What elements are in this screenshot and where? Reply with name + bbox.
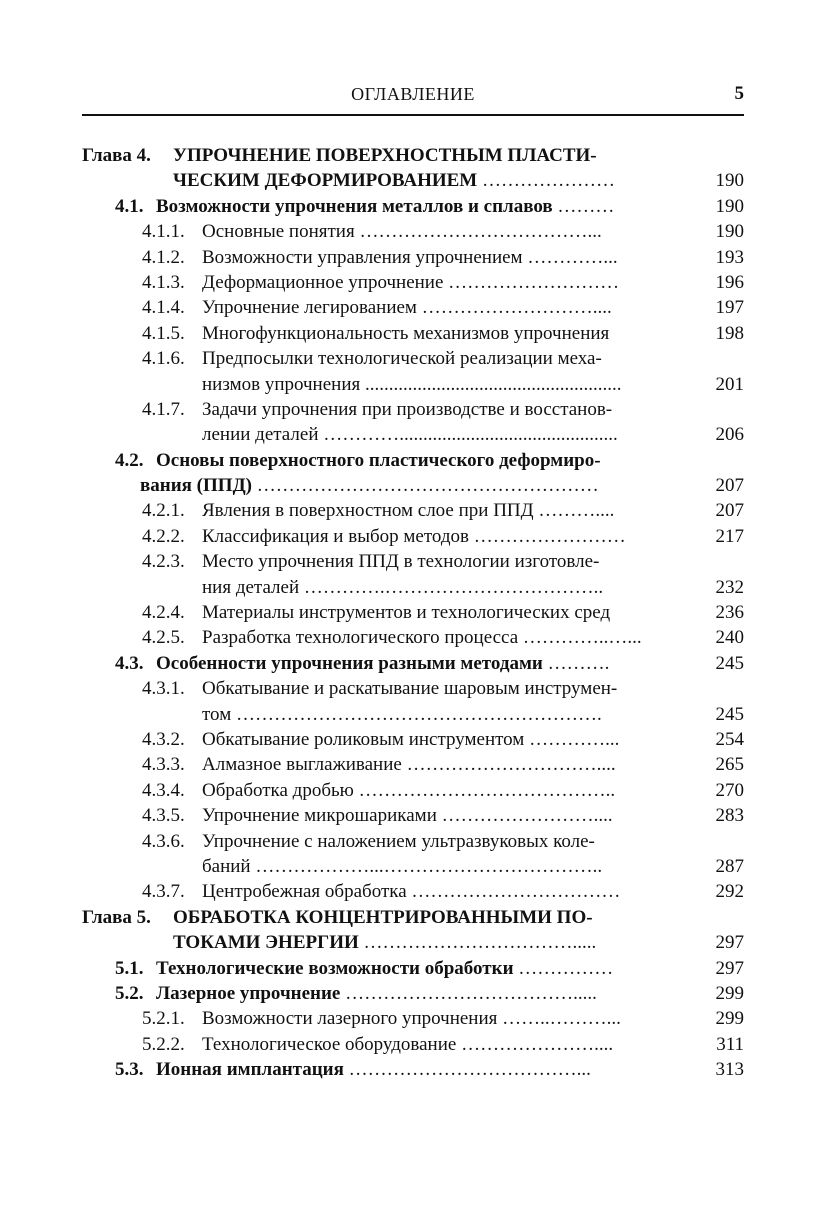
toc-title [202,625,682,650]
toc-page-number: 217 [715,525,744,547]
toc-page-number: 201 [715,373,744,395]
toc-line [82,829,744,854]
toc-line [82,981,744,1006]
toc-title-text: ЧЕСКИМ ДЕФОРМИРОВАНИЕМ [173,170,478,192]
toc-subsection-entry[interactable] [82,803,744,828]
toc-page-number: 270 [715,779,744,801]
toc-leader: ………….…………………………….. [303,576,604,598]
toc-number: 4.1.5. [142,322,185,344]
toc-line [82,397,744,422]
toc-page-number: 245 [715,652,744,674]
toc-line [82,168,744,193]
toc-leader: …………… [518,957,614,979]
toc-line [82,778,744,803]
toc-subsection-entry[interactable] [82,829,744,880]
toc-leader: ………………………………... [348,1059,591,1081]
toc-subsection-entry[interactable] [82,498,744,523]
toc-title-text: Центробежная обработка [202,881,407,903]
toc-title-text: Явления в поверхностном слое при ППД [202,500,534,522]
toc-leader: ………………………………... [359,221,602,243]
toc-leader: ……… [557,195,615,217]
toc-title: Обкатывание и раскатывание шаровым инструмен- [202,678,618,700]
toc-line [82,498,744,523]
toc-title [156,651,682,676]
toc-leader: ……………………………………………… [256,475,599,497]
toc-title-text: вания (ППД) [140,475,252,497]
toc-title-continued [173,930,682,955]
toc-title-text: том [202,703,232,725]
toc-line [82,422,744,447]
toc-section-entry[interactable] [82,956,744,981]
toc-page-number: 193 [715,246,744,268]
toc-leader: ……………………… [448,271,620,293]
toc-title [156,956,682,981]
toc-title [202,498,682,523]
toc-subsection-entry[interactable] [82,397,744,448]
toc-title-text: Упрочнение микрошариками [202,805,437,827]
toc-line [82,1057,744,1082]
running-title: ОГЛАВЛЕНИЕ [351,84,475,104]
toc-title-text: Обработка дробью [202,779,354,801]
toc-leader: ………………...…………………………….. [255,855,603,877]
toc-title [156,981,682,1006]
toc-number: 4.2.5. [142,627,185,649]
toc-number: 4.3.2. [142,728,185,750]
toc-page-number: 283 [715,805,744,827]
toc-leader: ……………………………..... [363,932,597,954]
toc-title [202,270,682,295]
toc-line [82,524,744,549]
toc-number: 4.1.1. [142,221,185,243]
toc-page-number: 245 [715,703,744,725]
toc-leader: ………………………………..... [345,982,597,1004]
toc-title-text: Лазерное упрочнение [156,982,341,1004]
toc-title [156,1057,682,1082]
page-header [82,80,744,116]
toc-page-number: 190 [715,195,744,217]
toc-number: 4.2.3. [142,551,185,573]
toc-line [82,879,744,904]
toc-page-number: 297 [715,932,744,954]
page-number: 5 [734,83,744,104]
toc-line [82,1006,744,1031]
toc-section-entry[interactable] [82,194,744,219]
toc-page-number: 287 [715,855,744,877]
toc-section-entry[interactable] [82,981,744,1006]
toc-line [82,448,744,473]
toc-line [82,321,744,346]
toc-leader: …………..…... [522,627,642,649]
toc-subsection-entry[interactable] [82,346,744,397]
toc-title: Предпосылки технологической реализации меха- [202,348,602,370]
toc-title-text: Материалы инструментов и технологических сред [202,602,611,624]
toc-title: ОБРАБОТКА КОНЦЕНТРИРОВАННЫМИ ПО- [173,906,593,928]
toc-number: 4.3.6. [142,830,185,852]
toc-title-text: Обкатывание роликовым инструментом [202,728,525,750]
toc-line [82,219,744,244]
toc-number: 4.3.5. [142,805,185,827]
toc-leader: ………………… [482,170,615,192]
toc-line [82,727,744,752]
toc-subsection-entry[interactable] [82,321,744,346]
toc-number: 5.2. [115,982,144,1004]
toc-leader: ………………….... [461,1033,614,1055]
toc-title-text: Упрочнение легированием [202,297,417,319]
toc-title-continued [173,168,682,193]
toc-leader: …………………………… [411,881,621,903]
toc-subsection-entry[interactable] [82,778,744,803]
toc-title [202,1006,682,1031]
toc-number: 4.2.2. [142,525,185,547]
toc-number: 4.3.1. [142,678,185,700]
toc-title-text: Возможности лазерного упрочнения [202,1008,498,1030]
toc-title-text: баний [202,855,251,877]
toc-line [82,625,744,650]
toc-page-number: 313 [715,1059,744,1081]
toc-title [202,295,682,320]
toc-number: Глава 4. [82,145,151,166]
toc-leader: ………. [547,652,610,674]
toc-title [202,600,682,625]
toc-subsection-entry[interactable] [82,245,744,270]
toc-number: 4.1.6. [142,348,185,370]
toc-leader: …………………………………………………. [235,703,602,725]
toc-section-entry[interactable] [82,448,744,499]
toc-title-text: Особенности упрочнения разными методами [156,652,543,674]
toc-title [156,194,682,219]
toc-number: 5.2.2. [142,1033,185,1055]
toc-title: Место упрочнения ППД в технологии изготовле- [202,551,600,573]
toc-number: 4.1.2. [142,246,185,268]
toc-page-number: 196 [715,271,744,293]
toc-page-number: 207 [715,475,744,497]
toc-leader: ………….............................................. [323,424,618,446]
toc-line [82,575,744,600]
toc-leader: …………………….... [441,805,613,827]
toc-title-continued [202,854,682,879]
toc-line [82,194,744,219]
toc-title [202,727,682,752]
toc-page-number: 207 [715,500,744,522]
toc-page-number: 299 [715,982,744,1004]
toc-line [82,1032,744,1057]
toc-section-entry[interactable] [82,651,744,676]
toc-page-number: 265 [715,754,744,776]
toc-line [82,854,744,879]
toc-leader: …………... [529,728,620,750]
toc-number: 4.1.4. [142,297,185,319]
toc-number: 4.2. [115,449,144,471]
toc-title-text: Классификация и выбор методов [202,525,469,547]
toc-page-number: 292 [715,881,744,903]
toc-title-continued [202,422,682,447]
toc-title: УПРОЧНЕНИЕ ПОВЕРХНОСТНЫМ ПЛАСТИ- [173,145,597,166]
toc-leader: ………………………….... [406,754,616,776]
toc-subsection-entry[interactable] [82,676,744,727]
toc-title [202,803,682,828]
toc-title [202,321,682,346]
toc-number: 5.2.1. [142,1008,185,1030]
toc-line [82,752,744,777]
toc-number: 4.3.4. [142,779,185,801]
toc-title [202,879,682,904]
toc-section-entry[interactable] [82,1057,744,1082]
toc-subsection-entry[interactable] [82,549,744,600]
toc-title [202,778,682,803]
toc-line [82,803,744,828]
toc-title-continued [140,473,682,498]
toc-chapter-entry[interactable] [82,905,744,956]
toc-title: Задачи упрочнения при производстве и восстанов- [202,398,613,420]
toc-title [202,752,682,777]
toc-line [82,702,744,727]
toc-title-text: Многофункциональность механизмов упрочнения [202,322,610,344]
toc-page-number: 190 [715,170,744,192]
toc-number: 5.1. [115,957,144,979]
toc-subsection-entry[interactable] [82,752,744,777]
toc-title-continued [202,575,682,600]
toc-number: Глава 5. [82,906,151,928]
toc-page-number: 190 [715,221,744,243]
toc-number: 4.3.7. [142,881,185,903]
table-of-contents [82,143,744,1082]
toc-page-number: 236 [715,602,744,624]
toc-line [82,905,744,930]
toc-title-text: Возможности управления упрочнением [202,246,523,268]
toc-page-number: 311 [716,1033,744,1055]
toc-line [82,549,744,574]
toc-subsection-entry[interactable] [82,727,744,752]
toc-title-text: Разработка технологического процесса [202,627,519,649]
toc-title-text: ния деталей [202,576,300,598]
toc-number: 4.3. [115,652,144,674]
toc-line [82,956,744,981]
toc-leader: ……..………... [502,1008,621,1030]
toc-leader: …………………… [473,525,626,547]
toc-title-text: лении деталей [202,424,319,446]
toc-title [202,219,682,244]
toc-line [82,245,744,270]
toc-title-continued [202,372,682,397]
toc-title-text: Технологическое оборудование [202,1033,457,1055]
toc-title-text: Основные понятия [202,221,355,243]
toc-subsection-entry[interactable] [82,295,744,320]
toc-title: Упрочнение с наложением ультразвуковых коле- [202,830,595,852]
toc-leader: ...................................................... [364,373,622,395]
toc-title-text: Возможности упрочнения металлов и сплавов [156,195,553,217]
toc-number: 4.1. [115,195,144,217]
toc-leader: …………... [527,246,618,268]
toc-line [82,473,744,498]
toc-title [202,245,682,270]
toc-subsection-entry[interactable] [82,1006,744,1031]
toc-page-number: 240 [715,627,744,649]
toc-number: 4.2.4. [142,602,185,624]
toc-subsection-entry[interactable] [82,1032,744,1057]
toc-title-text: Ионная имплантация [156,1059,344,1081]
toc-page-number: 232 [715,576,744,598]
toc-line [82,295,744,320]
toc-page-number: 254 [715,728,744,750]
toc-page-number: 198 [715,322,744,344]
toc-title-text: Деформационное упрочнение [202,271,444,293]
toc-number: 4.2.1. [142,500,185,522]
toc-number: 4.1.3. [142,271,185,293]
toc-subsection-entry[interactable] [82,879,744,904]
toc-line [82,270,744,295]
toc-chapter-entry[interactable] [82,143,744,194]
toc-title [202,524,682,549]
toc-leader: ………………………………….. [358,779,616,801]
toc-line [82,372,744,397]
toc-title-text: Технологические возможности обработки [156,957,514,979]
toc-subsection-entry[interactable] [82,270,744,295]
toc-leader: ……….... [538,500,615,522]
toc-page-number: 299 [715,1008,744,1030]
toc-title-text: ТОКАМИ ЭНЕРГИИ [173,932,359,954]
toc-leader: ……………………….... [421,297,612,319]
toc-subsection-entry[interactable] [82,524,744,549]
toc-subsection-entry[interactable] [82,625,744,650]
toc-line [82,346,744,371]
toc-page-number: 206 [715,424,744,446]
toc-line [82,651,744,676]
toc-line [82,600,744,625]
toc-title: Основы поверхностного пластического деформиро- [156,449,601,471]
toc-subsection-entry[interactable] [82,600,744,625]
toc-number: 5.3. [115,1059,144,1081]
toc-line [82,143,744,168]
toc-title-text: Алмазное выглаживание [202,754,402,776]
toc-subsection-entry[interactable] [82,219,744,244]
toc-line [82,676,744,701]
toc-number: 4.1.7. [142,398,185,420]
toc-line [82,930,744,955]
toc-title [202,1032,682,1057]
toc-page-number: 297 [715,957,744,979]
toc-title-text: низмов упрочнения [202,373,361,395]
toc-page-number: 197 [715,297,744,319]
toc-title-continued [202,702,682,727]
toc-number: 4.3.3. [142,754,185,776]
